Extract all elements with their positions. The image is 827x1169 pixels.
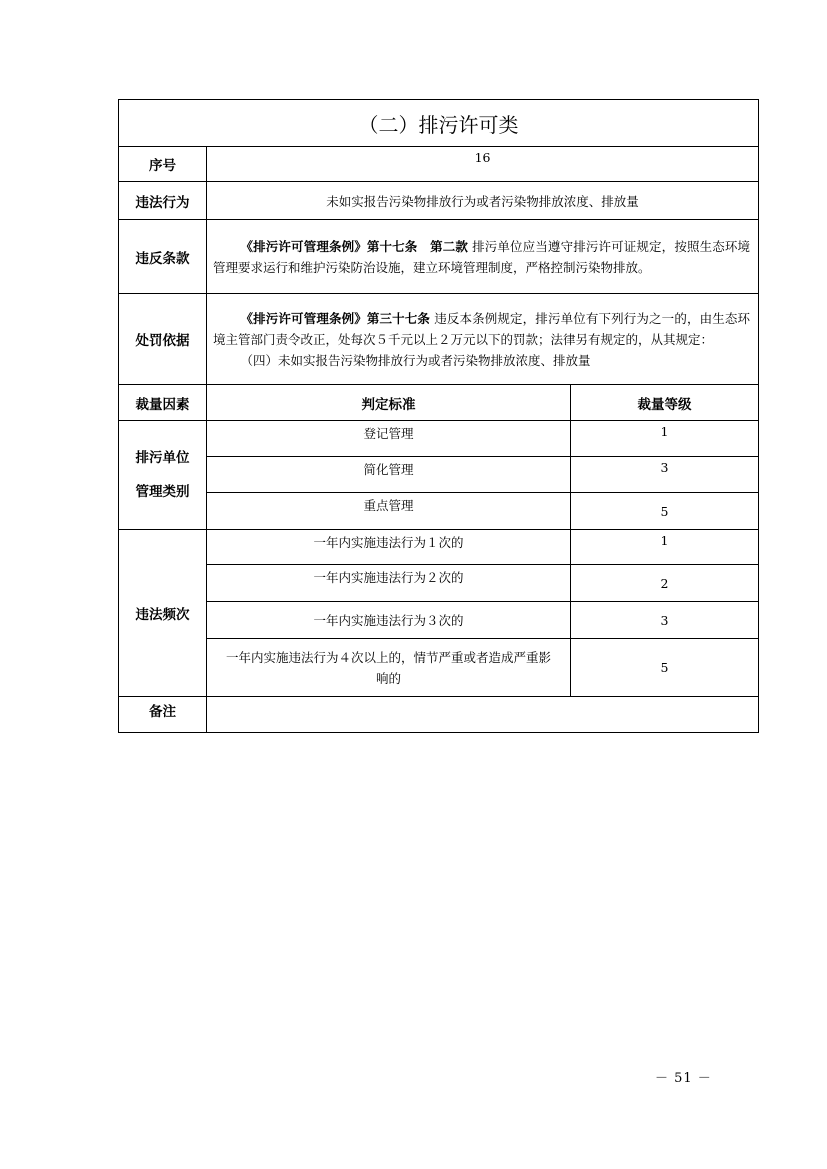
factor-header: 裁量因素: [119, 385, 207, 421]
group-label: 违法频次: [119, 530, 207, 697]
criteria-cell: 一年内实施违法行为４次以上的，情节严重或者造成严重影响的: [207, 639, 571, 697]
criteria-cell: 一年内实施违法行为３次的: [207, 602, 571, 639]
level-cell: 5: [571, 639, 759, 697]
section-title: （二）排污许可类: [119, 100, 759, 147]
clause-label: 违反条款: [119, 220, 207, 294]
level-cell: 1: [571, 530, 759, 565]
group-label: [119, 421, 207, 530]
page-number: － 51 －: [655, 1071, 712, 1086]
penalty-text: 违反本条例规定，排污单位有下列行为之一的，由生态环境主管部门责令改正，处每次５千元以上２万元以下的罚款；法律另有规定的，从其规定：: [213, 310, 751, 347]
remarks-label: 备注: [119, 697, 207, 733]
level-cell: 5: [571, 493, 759, 530]
group-label-line: 排污单位: [135, 450, 190, 466]
clause-ref: 《排污许可管理条例》第十七条 第二款: [240, 238, 468, 254]
clause-text: 排污单位应当遵守排污许可证规定，按照生态环境管理要求运行和维护污染防治设施，建立环境管理制度，严格控制污染物排放。: [213, 238, 751, 275]
criteria-cell: 一年内实施违法行为２次的: [207, 565, 571, 602]
level-cell: 2: [571, 565, 759, 602]
penalty-label: 处罚依据: [119, 294, 207, 385]
penalty-ref: 《排污许可管理条例》第三十七条: [240, 310, 431, 326]
serial-value: 16: [207, 147, 759, 182]
criteria-cell: 一年内实施违法行为１次的: [207, 530, 571, 565]
level-header: 裁量等级: [571, 385, 759, 421]
penalty-item: （四）未如实报告污染物排放行为或者污染物排放浓度、排放量: [240, 352, 591, 368]
level-cell: 3: [571, 602, 759, 639]
criteria-cell: 登记管理: [207, 421, 571, 457]
serial-label: 序号: [119, 147, 207, 182]
enforcement-table: [118, 99, 759, 733]
criteria-cell: 简化管理: [207, 457, 571, 493]
penalty-content: [207, 294, 759, 385]
remarks-value: [207, 697, 759, 733]
clause-content: [207, 220, 759, 294]
level-cell: 1: [571, 421, 759, 457]
criteria-header: 判定标准: [207, 385, 571, 421]
criteria-cell: 重点管理: [207, 493, 571, 530]
violation-label: 违法行为: [119, 182, 207, 220]
group-label-line: 管理类别: [135, 484, 190, 500]
level-cell: 3: [571, 457, 759, 493]
violation-value: 未如实报告污染物排放行为或者污染物排放浓度、排放量: [207, 182, 759, 220]
